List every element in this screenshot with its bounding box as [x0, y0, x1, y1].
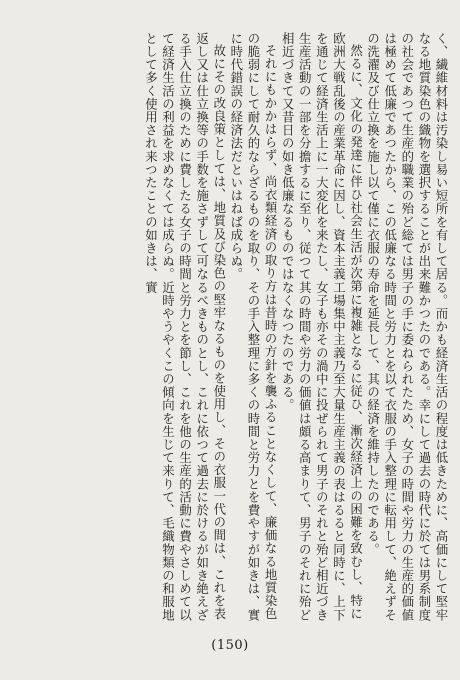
- body-text: [8, 32, 450, 630]
- paragraph-3: それにもかかはらず、尚衣類経済の取り方は昔時の方針を襲ふることなくして、廉価なる地質染色の脆弱にして耐久的ならざるものを取り、その手入整理に多くの時間と労力とを費やすが如きは、實に時代錯誤の経済法だといはねば成らぬ。: [228, 32, 279, 622]
- paragraph-2: 然るに、文化の発達に伴ひ社会生活が次第に複雑となるに従ひ、漸次経済上の困難を致むし、特に欧洲大戦乱後の産業革命に因し、資本主義工場集中主義乃至大量生産主義の表はるると同時に、上下を通じて経済生活上に一大変化を来たし、女子も亦その渦中に投ぜられて男子のそれと殆ど相近づき生産活動の一部を分擔するに至り、従つて其の時間や労力の価値は頗る高まりて、男子のそれに殆ど相近づきて又昔日の如き低廉なるものではなくなつたのである。: [280, 32, 364, 622]
- paragraph-4: 故にその改良策としては、地質及び染色の堅牢なるものを使用し、その衣服一代の間は、これを表返し又は仕立換等の手数を施さずして可なるべきものとし、これに依つて過去に於けるが如き絶えざる手入仕立換のために費したる女子の時間と労力とを節し、これを他の生産的活動に費やさしめて以て経済生活の利益を求めなくては成らぬ。近時やうやくこの傾向を生じて来りて、毛織物類の和服地として多く使用され来つたことの如きは、實: [143, 32, 227, 622]
- page-number: (150): [211, 638, 249, 653]
- paragraph-1: く、繊維材料は汚染し易い短所を有して居る。而かも経済生活の程度は低きために、高価にして堅牢なる地質染色の織物を選択することが出来難かつたのである。幸にして過去の時代に於ては男系制度の社会であつて生産的職業の殆ど総ては男子の手に委ねられたため、女子の時間や労力の生産的価値は極めて低廉であつたから、この低廉なる時間と労力とを以て衣服の手入整理に転用して、絶えずその洗濯及び仕立換を施し以て僅に衣服の寿命を延長して、其の経済を維持したのである。: [365, 32, 449, 622]
